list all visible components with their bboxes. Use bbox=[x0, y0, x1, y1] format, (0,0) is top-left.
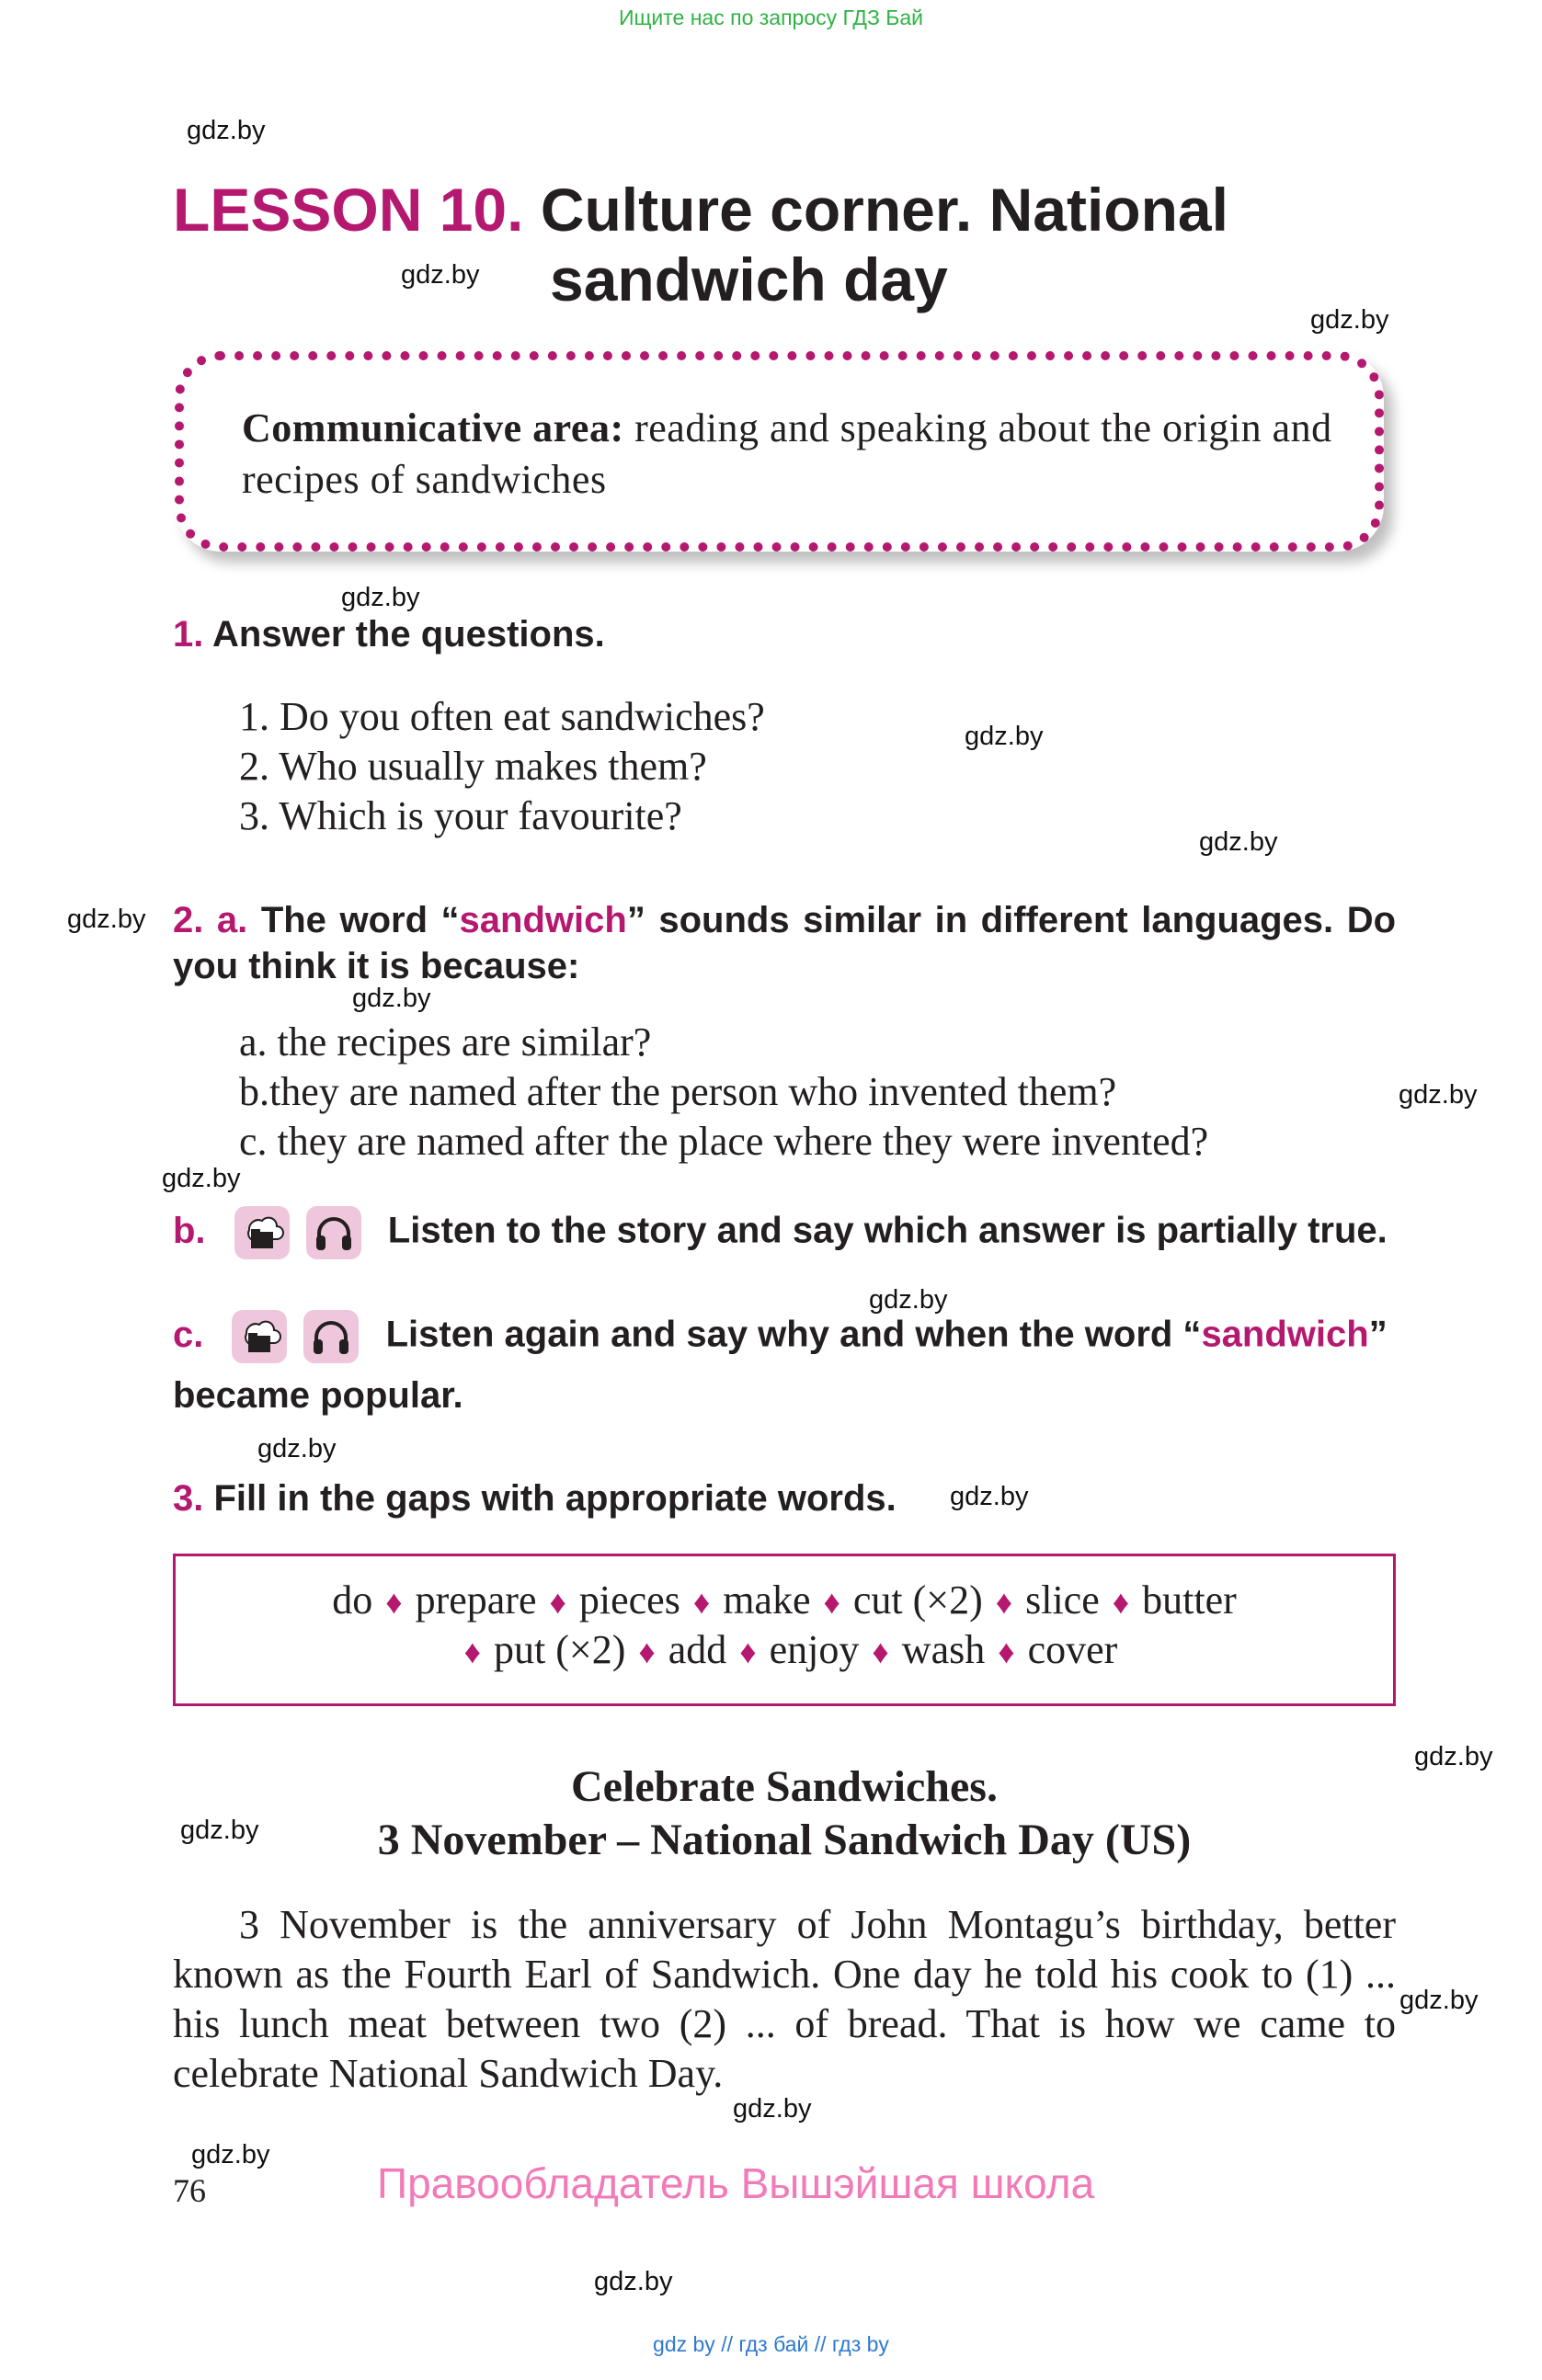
watermark: gdz.by bbox=[1199, 827, 1278, 857]
diamond-separator-icon: ♦ bbox=[872, 1634, 889, 1670]
communicative-description: reading and speaking about the origin and recipes of sandwiches bbox=[242, 405, 1332, 502]
lesson-label: LESSON 10. bbox=[173, 176, 524, 244]
watermark: gdz.by bbox=[257, 1434, 337, 1463]
question-item: 3. Which is your favourite? bbox=[239, 793, 682, 838]
folder-cloud-icon bbox=[234, 1206, 290, 1259]
word-bank-item: prepare bbox=[415, 1577, 537, 1623]
exercise-instruction: ” bbox=[1368, 1314, 1388, 1355]
bottom-banner: gdz by // гдз бай // гдз by bbox=[653, 2332, 889, 2356]
watermark: gdz.by bbox=[1310, 305, 1389, 335]
diamond-separator-icon: ♦ bbox=[385, 1584, 403, 1621]
watermark: gdz.by bbox=[187, 116, 266, 145]
watermark: gdz.by bbox=[180, 1816, 259, 1845]
word-bank-item: pieces bbox=[578, 1577, 680, 1623]
story-paragraph: 3 November is the anniversary of John Montagu’s birthday, better known as the Fourth Earl of Sandwich. One day he told his cook to (1) ... his lunch meat between two (2) ... of bread. That is how we came to celebrate National Sandwich Day. bbox=[173, 1902, 1396, 2096]
top-banner: Ищите нас по запросу ГДЗ Бай bbox=[618, 6, 924, 29]
watermark: gdz.by bbox=[191, 2140, 270, 2169]
audio-icons bbox=[234, 1206, 378, 1259]
watermark: gdz.by bbox=[67, 905, 146, 934]
exercise-letter: b. bbox=[173, 1210, 206, 1251]
page-number: 76 bbox=[173, 2172, 206, 2209]
watermark: gdz.by bbox=[1399, 1080, 1478, 1110]
question-item: 1. Do you often eat sandwiches? bbox=[239, 694, 765, 739]
word-bank-item: slice bbox=[1025, 1577, 1100, 1623]
exercise-1-heading bbox=[173, 614, 605, 655]
diamond-separator-icon: ♦ bbox=[823, 1584, 840, 1621]
lesson-title-line2: sandwich day bbox=[550, 245, 948, 313]
diamond-separator-icon: ♦ bbox=[739, 1634, 757, 1670]
copyright-notice: Правообладатель Вышэйшая школа bbox=[377, 2159, 1095, 2207]
diamond-separator-icon: ♦ bbox=[692, 1584, 711, 1621]
watermark: gdz.by bbox=[869, 1285, 948, 1315]
exercise-2b-heading bbox=[173, 1206, 1388, 1259]
diamond-separator-icon: ♦ bbox=[995, 1584, 1013, 1621]
question-item: 2. Who usually makes them? bbox=[239, 744, 707, 789]
word-bank-box bbox=[173, 1554, 1396, 1706]
watermark: gdz.by bbox=[341, 583, 420, 612]
word-bank-item: enjoy bbox=[769, 1627, 860, 1672]
exercise-text: ” sounds similar in different languages. Do you think it is because: bbox=[173, 900, 1397, 986]
exercise-instruction: Listen to the story and say which answer is partially true. bbox=[387, 1210, 1388, 1251]
highlight-word: sandwich bbox=[459, 900, 627, 940]
watermark: gdz.by bbox=[594, 2267, 673, 2296]
watermark: gdz.by bbox=[965, 722, 1044, 751]
watermark: gdz.by bbox=[162, 1164, 241, 1193]
watermark: gdz.by bbox=[733, 2094, 812, 2124]
lesson-title-line1: Culture corner. National bbox=[540, 176, 1228, 244]
exercise-2c-heading bbox=[173, 1310, 1388, 1363]
watermark: gdz.by bbox=[401, 260, 480, 290]
word-bank-item: do bbox=[332, 1577, 373, 1623]
watermark: gdz.by bbox=[352, 984, 431, 1013]
lesson-title bbox=[173, 175, 1228, 314]
exercise-3-heading bbox=[173, 1478, 897, 1520]
diamond-separator-icon: ♦ bbox=[463, 1634, 482, 1670]
exercise-number: 2. a. bbox=[173, 900, 248, 940]
exercise-2c-line2: became popular. bbox=[173, 1375, 463, 1416]
word-bank-item: put (×2) bbox=[494, 1627, 626, 1672]
text-title bbox=[173, 1760, 1396, 1867]
diamond-separator-icon: ♦ bbox=[998, 1634, 1015, 1670]
exercise-instruction: Listen again and say why and when the word “ bbox=[385, 1314, 1202, 1355]
text-title-line2: 3 November – National Sandwich Day (US) bbox=[377, 1816, 1192, 1864]
watermark: gdz.by bbox=[1399, 1986, 1479, 2015]
word-bank-item: cut (×2) bbox=[852, 1577, 983, 1623]
diamond-separator-icon: ♦ bbox=[549, 1584, 566, 1621]
word-bank-line bbox=[176, 1577, 1393, 1623]
word-bank-item: cover bbox=[1027, 1627, 1118, 1672]
word-bank-item: wash bbox=[901, 1627, 986, 1672]
word-bank-line bbox=[176, 1626, 1393, 1673]
highlight-word: sandwich bbox=[1201, 1314, 1369, 1355]
option-item: c. they are named after the place where they were invented? bbox=[239, 1119, 1209, 1164]
exercise-2a-heading bbox=[173, 897, 1396, 989]
watermark: gdz.by bbox=[950, 1482, 1029, 1511]
exercise-letter: c. bbox=[173, 1314, 204, 1355]
exercise-instruction: Fill in the gaps with appropriate words. bbox=[213, 1478, 897, 1519]
exercise-number: 3. bbox=[173, 1478, 204, 1519]
word-bank-item: make bbox=[723, 1577, 811, 1623]
communicative-label: Communicative area: bbox=[242, 405, 624, 450]
exercise-number: 1. bbox=[173, 614, 204, 655]
diamond-separator-icon: ♦ bbox=[638, 1634, 656, 1670]
option-item: b.they are named after the person who invented them? bbox=[239, 1069, 1117, 1114]
exercise-instruction: Answer the questions. bbox=[212, 614, 605, 655]
word-bank-item: butter bbox=[1142, 1577, 1237, 1623]
diamond-separator-icon: ♦ bbox=[1112, 1584, 1130, 1621]
text-title-line1: Celebrate Sandwiches. bbox=[571, 1762, 998, 1811]
folder-cloud-icon bbox=[232, 1310, 287, 1363]
exercise-text: The word “ bbox=[260, 900, 460, 940]
headphones-icon bbox=[303, 1310, 359, 1363]
watermark: gdz.by bbox=[1414, 1742, 1493, 1771]
headphones-icon bbox=[306, 1206, 361, 1259]
option-item: a. the recipes are similar? bbox=[239, 1019, 652, 1065]
audio-icons bbox=[232, 1310, 375, 1363]
word-bank-item: add bbox=[668, 1627, 727, 1672]
communicative-area-text bbox=[242, 403, 1345, 506]
